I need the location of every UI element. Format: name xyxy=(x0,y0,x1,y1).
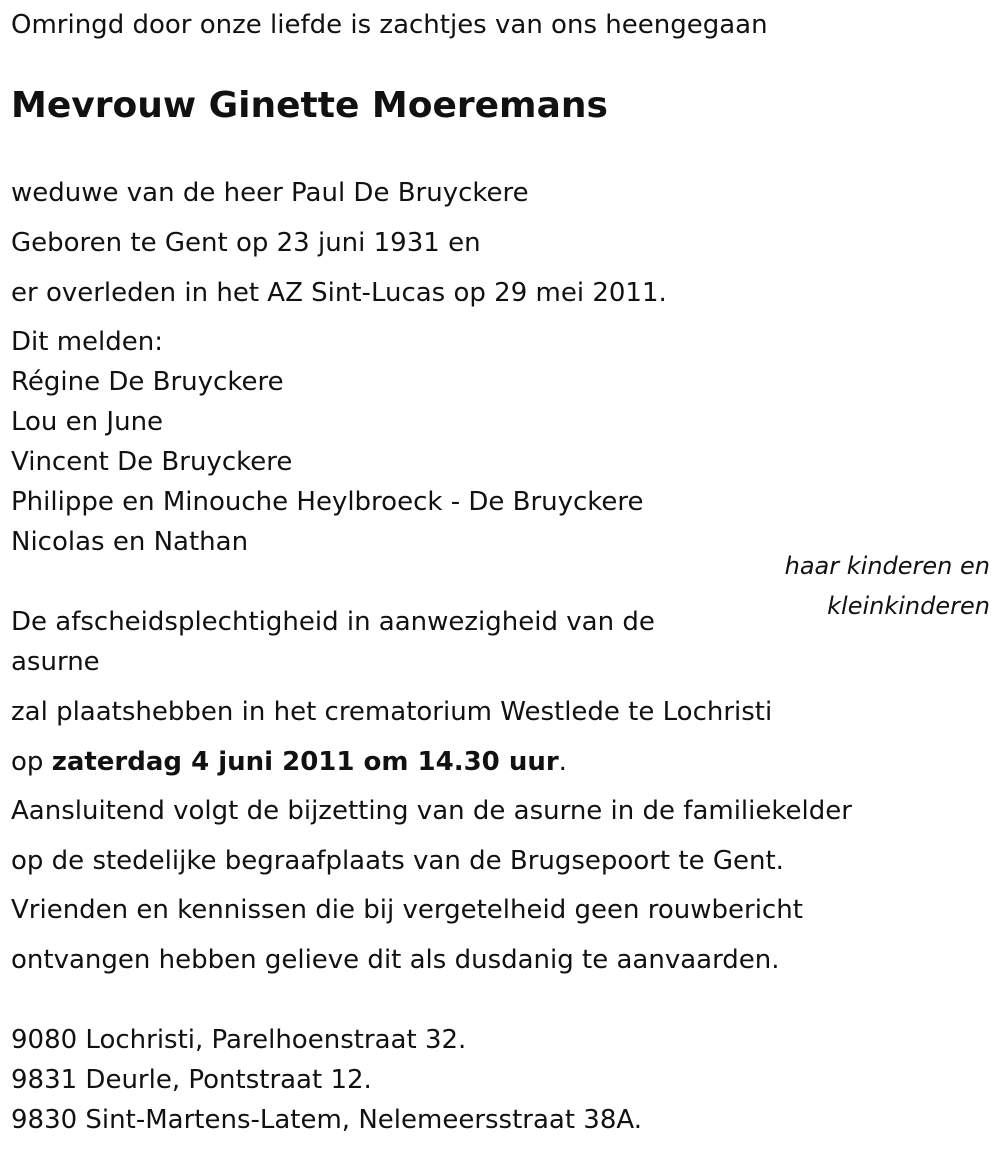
ceremony-line-5: op de stedelijke begraafplaats van de Brugsepoort te Gent. xyxy=(11,846,784,876)
ceremony-line-7: ontvangen hebben gelieve dit als dusdanig te aanvaarden. xyxy=(11,945,780,975)
detail-death: er overleden in het AZ Sint-Lucas op 29 mei 2011. xyxy=(11,278,667,308)
announcers-heading: Dit melden: xyxy=(11,327,163,357)
announcer-name: Lou en June xyxy=(11,407,164,437)
announcer-name: Vincent De Bruyckere xyxy=(11,447,293,477)
ceremony-date-prefix: op xyxy=(11,747,52,777)
relation-note: haar kinderen en kleinkinderen xyxy=(784,552,990,620)
ceremony-date-suffix: . xyxy=(558,747,567,777)
ceremony-line-1: De afscheidsplechtigheid in aanwezigheid van de asurne xyxy=(11,607,655,677)
detail-birth: Geboren te Gent op 23 juni 1931 en xyxy=(11,228,481,258)
address: 9080 Lochristi, Parelhoenstraat 32. xyxy=(11,1025,467,1055)
announcer-name: Philippe en Minouche Heylbroeck - De Bruyckere xyxy=(11,487,644,517)
announcer-name: Nicolas en Nathan xyxy=(11,527,249,557)
detail-widow: weduwe van de heer Paul De Bruyckere xyxy=(11,178,529,208)
announcer-name: Régine De Bruyckere xyxy=(11,367,284,397)
ceremony-line-6: Vrienden en kennissen die bij vergetelheid geen rouwbericht xyxy=(11,895,803,925)
ceremony-line-3 xyxy=(11,742,567,782)
deceased-name: Mevrouw Ginette Moeremans xyxy=(11,85,608,126)
ceremony-line-2: zal plaatshebben in het crematorium Westlede te Lochristi xyxy=(11,697,773,727)
address: 9831 Deurle, Pontstraat 12. xyxy=(11,1065,372,1095)
address: 9830 Sint-Martens-Latem, Nelemeersstraat 38A. xyxy=(11,1105,642,1135)
ceremony-line-4: Aansluitend volgt de bijzetting van de asurne in de familiekelder xyxy=(11,796,852,826)
intro-text: Omringd door onze liefde is zachtjes van ons heengegaan xyxy=(11,10,768,40)
ceremony-date: zaterdag 4 juni 2011 om 14.30 uur xyxy=(51,747,559,777)
